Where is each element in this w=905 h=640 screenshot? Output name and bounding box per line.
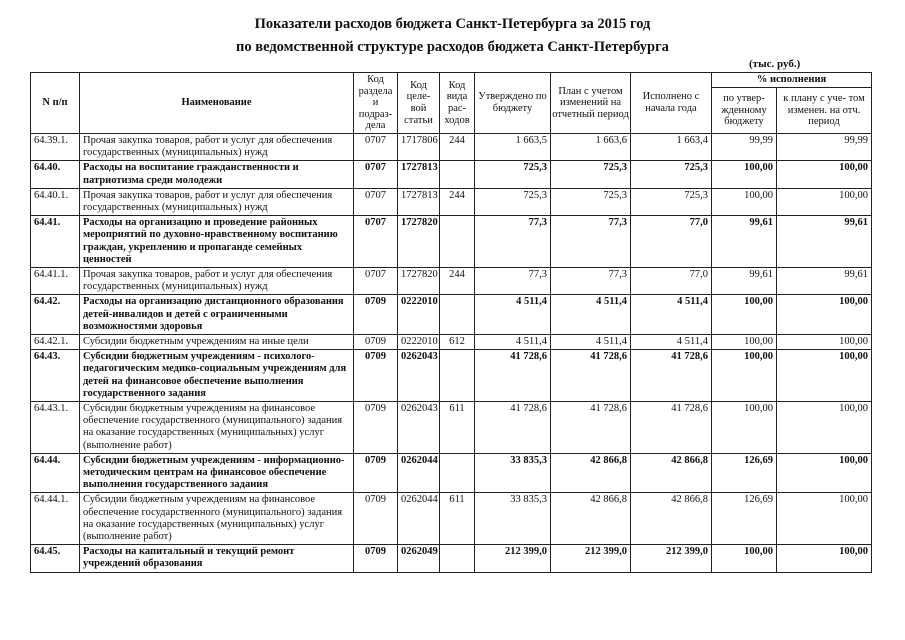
row-name: Расходы на воспитание гражданственности и патриотизма среди молодежи [80,161,354,188]
row-pct-plan: 100,00 [777,402,872,454]
row-target-code: 1717806 [398,133,440,160]
header-pct-approved: по утвер- жденному бюджету [712,88,777,134]
header-num: N п/п [31,73,80,134]
row-pct-approved: 99,61 [712,268,777,295]
row-section-code: 0707 [354,161,398,188]
row-pct-plan: 100,00 [777,295,872,335]
row-pct-plan: 100,00 [777,493,872,545]
row-plan: 1 663,6 [551,133,631,160]
report-subtitle: по ведомственной структуре расходов бюджета Санкт-Петербурга [236,39,669,55]
row-approved: 41 728,6 [475,402,551,454]
row-pct-approved: 100,00 [712,295,777,335]
row-pct-approved: 100,00 [712,161,777,188]
row-executed: 77,0 [631,268,712,295]
row-pct-approved: 100,00 [712,545,777,572]
row-target-code: 0262049 [398,545,440,572]
row-name: Прочая закупка товаров, работ и услуг для обеспечения государственных (муниципальных) нужд [80,188,354,215]
row-type-code: 611 [440,493,475,545]
row-pct-approved: 100,00 [712,350,777,402]
row-target-code: 0262044 [398,453,440,493]
row-executed: 41 728,6 [631,402,712,454]
table-row [31,350,872,402]
row-approved: 41 728,6 [475,350,551,402]
table-row [31,453,872,493]
row-executed: 42 866,8 [631,493,712,545]
header-pct-plan: к плану с уче- том изменен. на отч. период [777,88,872,134]
row-plan: 77,3 [551,216,631,268]
row-number: 64.39.1. [31,133,80,160]
row-section-code: 0707 [354,188,398,215]
row-plan: 41 728,6 [551,350,631,402]
row-section-code: 0709 [354,453,398,493]
header-plan: План с учетом изменений на отчетный период [551,73,631,134]
row-target-code: 0262043 [398,402,440,454]
row-name: Субсидии бюджетным учреждениям - информационно-методическим центрам на финансовое обеспечение выполнения государственного задания [80,453,354,493]
table-row [31,295,872,335]
row-approved: 77,3 [475,268,551,295]
row-pct-approved: 99,99 [712,133,777,160]
header-name: Наименование [80,73,354,134]
row-pct-approved: 100,00 [712,402,777,454]
row-pct-plan: 99,99 [777,133,872,160]
row-name: Субсидии бюджетным учреждениям на финансовое обеспечение государственного (муниципального) задания на оказание государственных (муниципальных) услуг (выполнение работ) [80,402,354,454]
row-plan: 4 511,4 [551,335,631,350]
header-type-code: Код вида рас- ходов [440,73,475,134]
row-pct-plan: 100,00 [777,188,872,215]
row-type-code: 244 [440,133,475,160]
row-pct-plan: 100,00 [777,453,872,493]
row-target-code: 1727820 [398,268,440,295]
row-approved: 4 511,4 [475,295,551,335]
row-pct-plan: 100,00 [777,545,872,572]
table-row [31,268,872,295]
row-section-code: 0707 [354,216,398,268]
row-name: Субсидии бюджетным учреждениям - психолого-педагогическим медико-социальным учреждениям для детей на финансовое обеспечение выполнения государственного задания [80,350,354,402]
header-section-code: Код раздела и подраз- дела [354,73,398,134]
row-plan: 725,3 [551,188,631,215]
row-approved: 77,3 [475,216,551,268]
table-body [31,133,872,572]
row-pct-approved: 100,00 [712,335,777,350]
row-name: Расходы на организацию и проведение районных мероприятий по духовно-нравственному воспитанию граждан, укреплению и пропаганде семейных ценностей [80,216,354,268]
row-plan: 42 866,8 [551,453,631,493]
row-pct-approved: 126,69 [712,453,777,493]
row-number: 64.45. [31,545,80,572]
row-type-code [440,453,475,493]
row-pct-plan: 99,61 [777,216,872,268]
row-type-code [440,350,475,402]
row-pct-approved: 100,00 [712,188,777,215]
row-type-code: 611 [440,402,475,454]
row-plan: 212 399,0 [551,545,631,572]
row-approved: 4 511,4 [475,335,551,350]
row-number: 64.42.1. [31,335,80,350]
row-plan: 725,3 [551,161,631,188]
row-number: 64.42. [31,295,80,335]
table-row [31,188,872,215]
table-row [31,402,872,454]
row-section-code: 0709 [354,545,398,572]
header-executed: Исполнено с начала года [631,73,712,134]
table-row [31,216,872,268]
row-section-code: 0709 [354,402,398,454]
row-executed: 4 511,4 [631,295,712,335]
row-pct-plan: 100,00 [777,161,872,188]
row-name: Расходы на капитальный и текущий ремонт учреждений образования [80,545,354,572]
row-number: 64.41.1. [31,268,80,295]
row-section-code: 0709 [354,335,398,350]
row-executed: 42 866,8 [631,453,712,493]
row-plan: 41 728,6 [551,402,631,454]
table-row [31,493,872,545]
units-label: (тыс. руб.) [749,58,801,70]
row-name: Прочая закупка товаров, работ и услуг для обеспечения государственных (муниципальных) нужд [80,268,354,295]
row-approved: 33 835,3 [475,493,551,545]
row-plan: 42 866,8 [551,493,631,545]
row-executed: 77,0 [631,216,712,268]
row-section-code: 0707 [354,268,398,295]
row-number: 64.40.1. [31,188,80,215]
table-row [31,133,872,160]
row-section-code: 0709 [354,493,398,545]
report-title: Показатели расходов бюджета Санкт-Петербурга за 2015 год [254,16,651,32]
row-pct-approved: 99,61 [712,216,777,268]
row-executed: 4 511,4 [631,335,712,350]
row-approved: 1 663,5 [475,133,551,160]
table-row [31,335,872,350]
row-executed: 212 399,0 [631,545,712,572]
header-target-code: Код целе- вой статьи [398,73,440,134]
row-target-code: 1727813 [398,188,440,215]
row-pct-plan: 99,61 [777,268,872,295]
row-section-code: 0709 [354,295,398,335]
row-name: Прочая закупка товаров, работ и услуг для обеспечения государственных (муниципальных) нужд [80,133,354,160]
row-pct-plan: 100,00 [777,335,872,350]
row-type-code [440,216,475,268]
table-row [31,161,872,188]
row-type-code [440,161,475,188]
row-number: 64.43.1. [31,402,80,454]
row-number: 64.44.1. [31,493,80,545]
table-row [31,545,872,572]
row-type-code: 244 [440,188,475,215]
row-type-code [440,545,475,572]
row-target-code: 0222010 [398,335,440,350]
row-approved: 212 399,0 [475,545,551,572]
row-target-code: 1727820 [398,216,440,268]
row-name: Расходы на организацию дистанционного образования детей-инвалидов и детей с ограниченными возможностями здоровья [80,295,354,335]
row-executed: 725,3 [631,188,712,215]
row-pct-approved: 126,69 [712,493,777,545]
row-target-code: 0262044 [398,493,440,545]
row-type-code: 244 [440,268,475,295]
row-executed: 41 728,6 [631,350,712,402]
budget-table [30,72,872,573]
row-number: 64.44. [31,453,80,493]
row-plan: 4 511,4 [551,295,631,335]
row-number: 64.43. [31,350,80,402]
row-name: Субсидии бюджетным учреждениям на финансовое обеспечение государственного (муниципального) задания на оказание государственных (муниципальных) услуг (выполнение работ) [80,493,354,545]
row-approved: 725,3 [475,161,551,188]
header-pct-group: % исполнения [712,73,872,88]
row-type-code: 612 [440,335,475,350]
row-number: 64.41. [31,216,80,268]
row-target-code: 0262043 [398,350,440,402]
row-executed: 1 663,4 [631,133,712,160]
header-approved: Утверждено по бюджету [475,73,551,134]
row-type-code [440,295,475,335]
row-approved: 725,3 [475,188,551,215]
row-target-code: 0222010 [398,295,440,335]
row-name: Субсидии бюджетным учреждениям на иные цели [80,335,354,350]
row-target-code: 1727813 [398,161,440,188]
row-approved: 33 835,3 [475,453,551,493]
row-executed: 725,3 [631,161,712,188]
row-section-code: 0707 [354,133,398,160]
row-section-code: 0709 [354,350,398,402]
row-pct-plan: 100,00 [777,350,872,402]
row-number: 64.40. [31,161,80,188]
row-plan: 77,3 [551,268,631,295]
